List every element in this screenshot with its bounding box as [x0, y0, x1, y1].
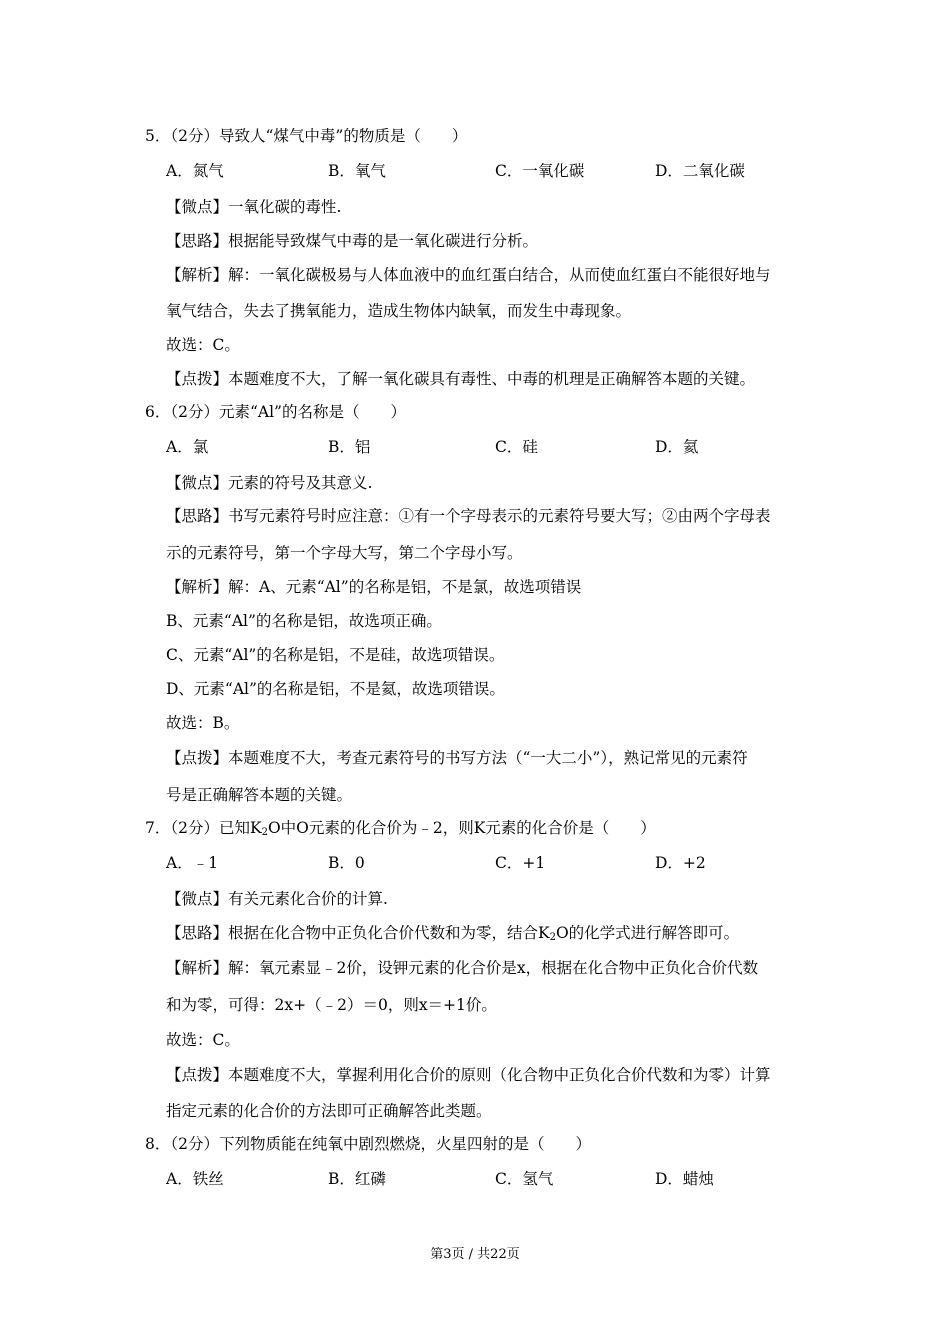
q6-idea-line-2: 示的元素符号，第一个字母大写，第二个字母小写。	[166, 544, 523, 562]
q7-idea	[166, 923, 739, 943]
q8-option-b: B．红磷	[328, 1170, 386, 1188]
q6-idea-line-1: 【思路】书写元素符号时应注意：①有一个字母表示的元素符号要大写；②由两个字母表	[166, 507, 771, 525]
q5-comment: 【点拨】本题难度不大，了解一氧化碳具有毒性、中毒的机理是正确解答本题的关键。	[166, 370, 756, 388]
q8-option-a: A．铁丝	[166, 1170, 224, 1188]
question-7-stem	[145, 818, 656, 838]
question-8-stem: 8．（2分）下列物质能在纯氧中剧烈燃烧，火星四射的是（ ）	[145, 1135, 591, 1153]
q6-analysis-line-4: D、元素“Al”的名称是铝，不是氦，故选项错误。	[166, 680, 505, 698]
q6-comment-line-1: 【点拨】本题难度不大，考查元素符号的书写方法（“一大二小”），熟记常见的元素符	[166, 749, 748, 767]
q8-option-d: D．蜡烛	[655, 1170, 714, 1188]
question-6-stem: 6．（2分）元素“Al”的名称是（ ）	[145, 403, 406, 421]
q6-option-a: A．氯	[166, 438, 209, 456]
q5-option-d: D．二氧化碳	[655, 162, 745, 180]
q6-point: 【微点】元素的符号及其意义.	[166, 474, 373, 492]
q6-analysis-line-3: C、元素“Al”的名称是铝，不是硅，故选项错误。	[166, 646, 505, 664]
q5-option-a: A．氮气	[166, 162, 224, 180]
q5-idea: 【思路】根据能导致煤气中毒的是一氧化碳进行分析。	[166, 232, 539, 250]
q5-analysis-line-2: 氧气结合，失去了携氧能力，造成生物体内缺氧，而发生中毒现象。	[166, 302, 632, 320]
q5-point: 【微点】一氧化碳的毒性.	[166, 198, 342, 216]
q7-stem-subscript: 2	[261, 827, 268, 838]
q6-option-c: C．硅	[495, 438, 538, 456]
q7-idea-part-b: O的化学式进行解答即可。	[555, 924, 740, 942]
page-footer: 第3页 / 共22页	[430, 1247, 520, 1262]
q7-analysis-line-1: 【解析】解：氧元素显﹣2价，设钾元素的化合价是x，根据在化合物中正负化合价代数	[166, 959, 759, 977]
q6-comment-line-2: 号是正确解答本题的关键。	[166, 786, 353, 804]
q7-idea-subscript: 2	[549, 932, 556, 943]
q7-stem-part-b: O中O元素的化合价为﹣2，则K元素的化合价是（ ）	[267, 819, 656, 837]
q7-option-d: D．+2	[655, 854, 706, 872]
q8-option-c: C．氢气	[495, 1170, 554, 1188]
q7-option-b: B．0	[328, 854, 365, 872]
q5-option-c: C．一氧化碳	[495, 162, 585, 180]
q7-answer: 故选：C。	[166, 1031, 240, 1049]
q5-option-b: B．氧气	[328, 162, 386, 180]
q7-stem-part-a: 7．（2分）已知K	[145, 819, 262, 837]
q7-option-c: C．+1	[495, 854, 546, 872]
q7-option-a: A．﹣1	[166, 854, 219, 872]
question-5-stem: 5．（2分）导致人“煤气中毒”的物质是（ ）	[145, 127, 468, 145]
q5-answer: 故选：C。	[166, 336, 240, 354]
q7-point: 【微点】有关元素化合价的计算.	[166, 890, 388, 908]
q6-analysis-line-2: B、元素“Al”的名称是铝，故选项正确。	[166, 612, 442, 630]
q6-analysis-line-1: 【解析】解：A、元素“Al”的名称是铝，不是氯，故选项错误	[166, 578, 582, 596]
q6-option-b: B．铝	[328, 438, 371, 456]
q7-comment-line-1: 【点拨】本题难度不大，掌握利用化合价的原则（化合物中正负化合价代数和为零）计算	[166, 1066, 771, 1084]
q5-analysis-line-1: 【解析】解：一氧化碳极易与人体血液中的血红蛋白结合，从而使血红蛋白不能很好地与	[166, 266, 771, 284]
q6-option-d: D．氦	[655, 438, 699, 456]
q7-comment-line-2: 指定元素的化合价的方法即可正确解答此类题。	[166, 1102, 492, 1120]
q6-answer: 故选：B。	[166, 714, 240, 732]
q7-idea-part-a: 【思路】根据在化合物中正负化合价代数和为零，结合K	[166, 924, 550, 942]
q7-analysis-line-2: 和为零，可得：2x+（﹣2）＝0，则x＝+1价。	[166, 996, 497, 1014]
